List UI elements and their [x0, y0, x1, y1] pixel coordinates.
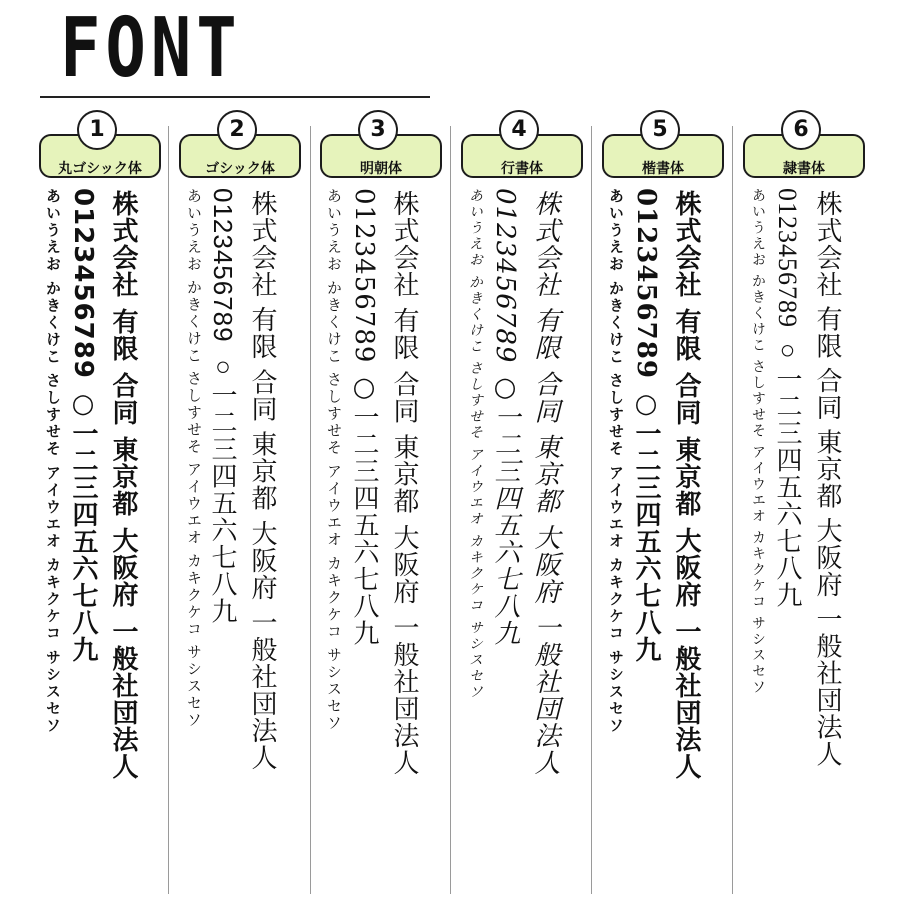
word-sample: 株式会社 有限 合同 東京都 大阪府 一般社団法人 — [389, 190, 419, 777]
word-sample: 株式会社 有限 合同 東京都 大阪府 一般社団法人 — [108, 190, 138, 781]
numeral-sample: 0123456789 ○一二三四五六七八九 — [773, 188, 802, 609]
font-number-badge: 4 — [499, 110, 539, 150]
numeral-sample: 0123456789 ○一二三四五六七八九 — [631, 188, 661, 663]
font-sample-column-1 — [36, 110, 176, 895]
word-sample: 株式会社 有限 合同 東京都 大阪府 一般社団法人 — [813, 190, 842, 768]
kana-sample: あいうえお かきくけこ さしすせそ アイウエオ カキクケコ サシスセソ — [750, 188, 765, 696]
title-underline — [40, 96, 430, 98]
font-name-label: 楷書体 — [642, 161, 684, 177]
font-number-badge: 5 — [640, 110, 680, 150]
numeral-sample: 0123456789 ○一二三四五六七八九 — [68, 188, 98, 663]
font-number-badge: 6 — [781, 110, 821, 150]
page-title: FONT — [60, 1, 242, 96]
font-name-label: 行書体 — [501, 161, 543, 177]
word-sample: 株式会社 有限 合同 東京都 大阪府 一般社団法人 — [671, 190, 701, 781]
font-sample-column-2 — [176, 110, 316, 895]
font-sample-column-4 — [458, 110, 598, 895]
font-name-label: 隷書体 — [783, 161, 825, 177]
font-number-badge: 3 — [358, 110, 398, 150]
numeral-sample: 0123456789 ○一二三四五六七八九 — [349, 188, 379, 647]
kana-sample: あいうえお かきくけこ さしすせそ アイウエオ カキクケコ サシスセソ — [185, 188, 202, 729]
kana-sample: あいうえお かきくけこ さしすせそ アイウエオ カキクケコ サシスセソ — [325, 188, 343, 732]
font-sample-column-5 — [599, 110, 739, 895]
font-name-label: 明朝体 — [360, 161, 402, 177]
font-sample-column-6 — [740, 110, 880, 895]
kana-sample: あいうえお かきくけこ さしすせそ アイウエオ カキクケコ サシスセソ — [44, 188, 62, 735]
numeral-sample: 0123456789 ○一二三四五六七八九 — [208, 188, 238, 625]
font-number-badge: 1 — [77, 110, 117, 150]
font-name-label: ゴシック体 — [205, 161, 275, 177]
kana-sample: あいうえお かきくけこ さしすせそ アイウエオ カキクケコ サシスセソ — [467, 188, 483, 701]
word-sample: 株式会社 有限 合同 東京都 大阪府 一般社団法人 — [530, 190, 560, 777]
numeral-sample: 0123456789 ○一二三四五六七八九 — [490, 188, 520, 647]
word-sample: 株式会社 有限 合同 東京都 大阪府 一般社団法人 — [248, 190, 278, 772]
font-sample-column-3 — [317, 110, 457, 895]
kana-sample: あいうえお かきくけこ さしすせそ アイウエオ カキクケコ サシスセソ — [607, 188, 625, 735]
font-name-label: 丸ゴシック体 — [58, 161, 142, 177]
font-number-badge: 2 — [217, 110, 257, 150]
